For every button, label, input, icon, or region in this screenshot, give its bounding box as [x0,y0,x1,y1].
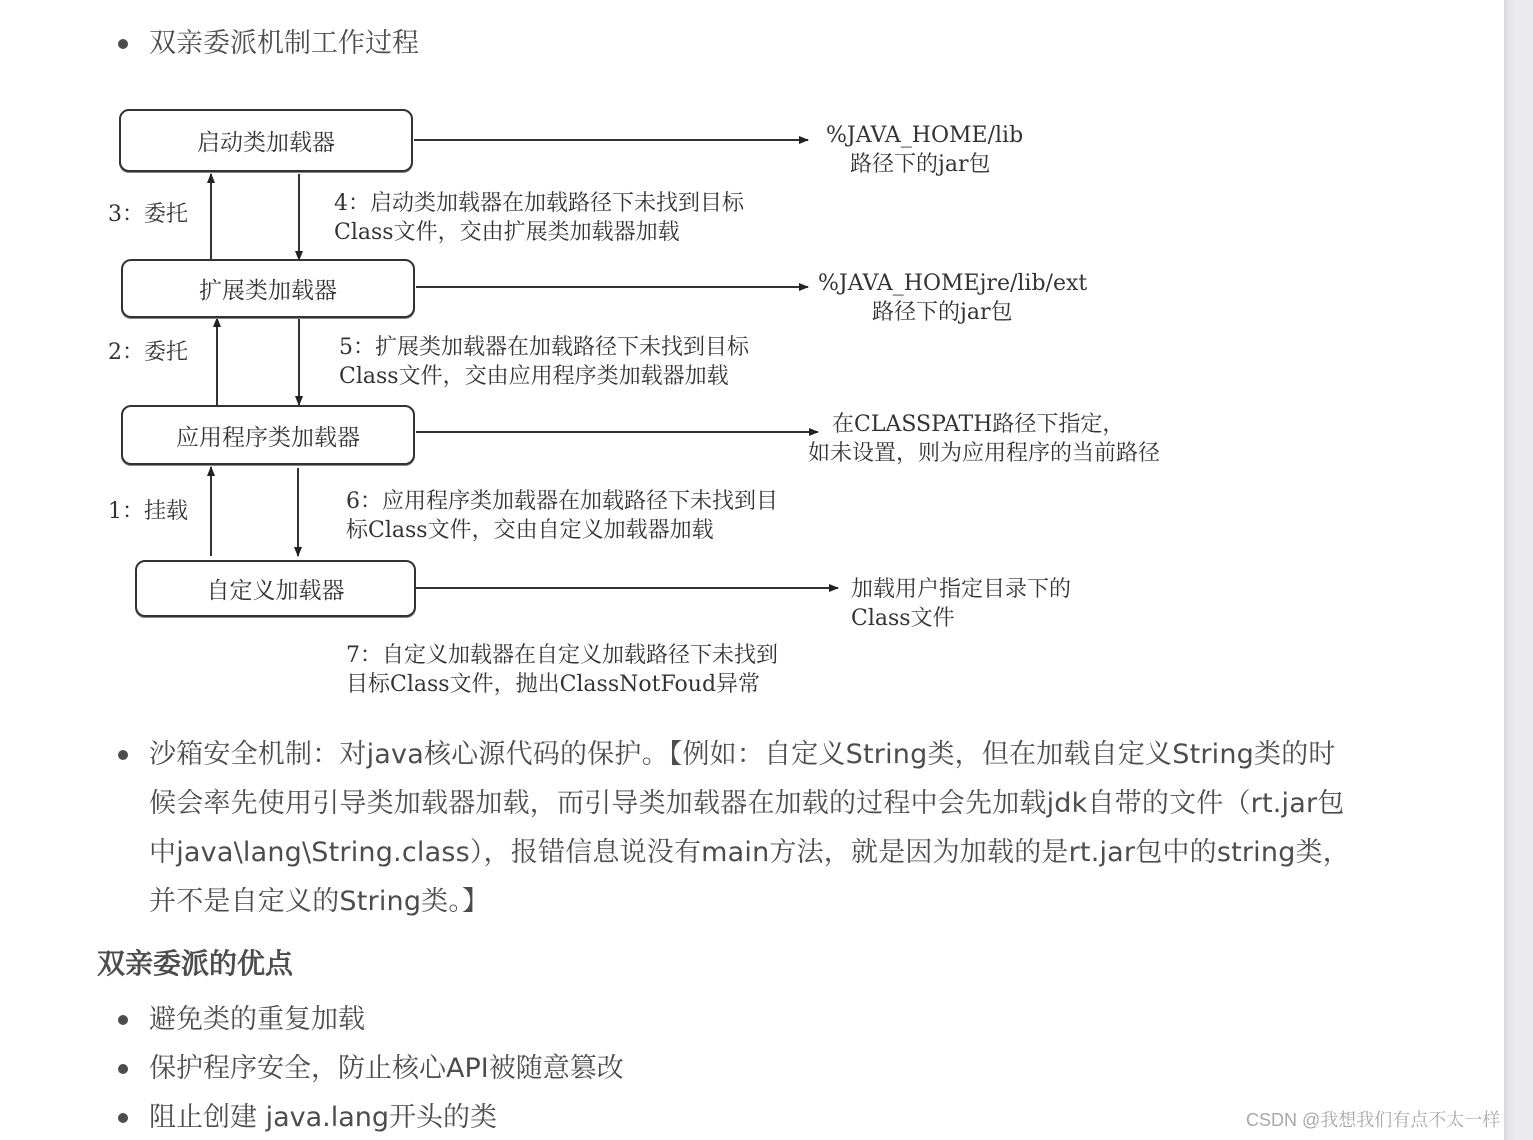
box-label: 自定义加载器 [206,578,345,604]
custom-classloader-box [135,560,416,617]
box-label: 应用程序类加载器 [176,424,360,451]
application-path-label [808,410,1160,468]
vertical-scrollbar[interactable] [1504,0,1533,1140]
custom-path-label [851,575,1071,633]
sandbox-line-3: 中java\lang\String.class），报错信息说没有main方法，就是因为加载的是rt.jar包中的string类， [149,837,1350,868]
step-line: 7：自定义加载器在自定义加载路径下未找到 [346,643,778,668]
path-line: Class文件 [851,606,955,631]
bootstrap-classloader-box [119,109,413,172]
mount-label-1: 1：挂载 [108,499,188,524]
advantage-text: 避免类的重复加载 [149,1004,365,1035]
sandbox-line-4: 并不是自定义的String类。】 [149,886,490,917]
sandbox-line-1: 沙箱安全机制：对java核心源代码的保护。【例如：自定义String类，但在加载自定义String类的时 [149,739,1336,770]
path-line: 加载用户指定目录下的 [851,577,1072,602]
path-line: 在CLASSPATH路径下指定， [832,412,1125,437]
delegate-label-3: 3：委托 [108,202,188,227]
path-line: 路径下的jar包 [872,300,1013,325]
path-line: 路径下的jar包 [850,152,991,177]
delegate-label-2: 2：委托 [108,340,188,365]
step-line: 标Class文件，交由自定义加载器加载 [346,518,714,543]
box-label: 启动类加载器 [197,130,335,156]
application-classloader-box [121,405,415,465]
step-5-label [339,333,749,391]
bullet-dot-icon [118,750,128,760]
advantage-text: 保护程序安全，防止核心API被随意篡改 [149,1053,624,1084]
step-line: 6：应用程序类加载器在加载路径下未找到目 [346,489,778,514]
step-line: Class文件，交由扩展类加载器加载 [334,220,680,245]
step-line: 4：启动类加载器在加载路径下未找到目标 [334,191,744,216]
extension-classloader-box [121,259,415,318]
step-7-label [346,641,778,699]
step-line: 目标Class文件，抛出ClassNotFoud异常 [346,672,761,697]
path-line: %JAVA_HOME/lib [826,123,1024,148]
box-label: 扩展类加载器 [199,278,337,304]
advantage-text: 阻止创建 java.lang开头的类 [149,1102,498,1133]
bullet-dot-icon [118,1064,128,1074]
sandbox-line-2: 候会率先使用引导类加载器加载，而引导类加载器在加载的过程中会先加载jdk自带的文件（rt.jar包 [149,788,1345,819]
step-line: 5：扩展类加载器在加载路径下未找到目标 [339,335,749,360]
bullet-text: 双亲委派机制工作过程 [149,28,419,59]
extension-path-label [818,269,1087,327]
bullet-dot-icon [118,1113,128,1123]
csdn-watermark: CSDN @我想我们有点不太一样 [1246,1110,1501,1130]
path-line: %JAVA_HOMEjre/lib/ext [818,271,1088,296]
bootstrap-path-label [826,121,1023,179]
bullet-dot-icon [118,1015,128,1025]
step-6-label [346,487,778,545]
step-line: Class文件，交由应用程序类加载器加载 [339,364,729,389]
advantages-heading: 双亲委派的优点 [97,947,294,980]
path-line: 如未设置，则为应用程序的当前路径 [808,441,1161,466]
step-4-label [334,189,744,247]
